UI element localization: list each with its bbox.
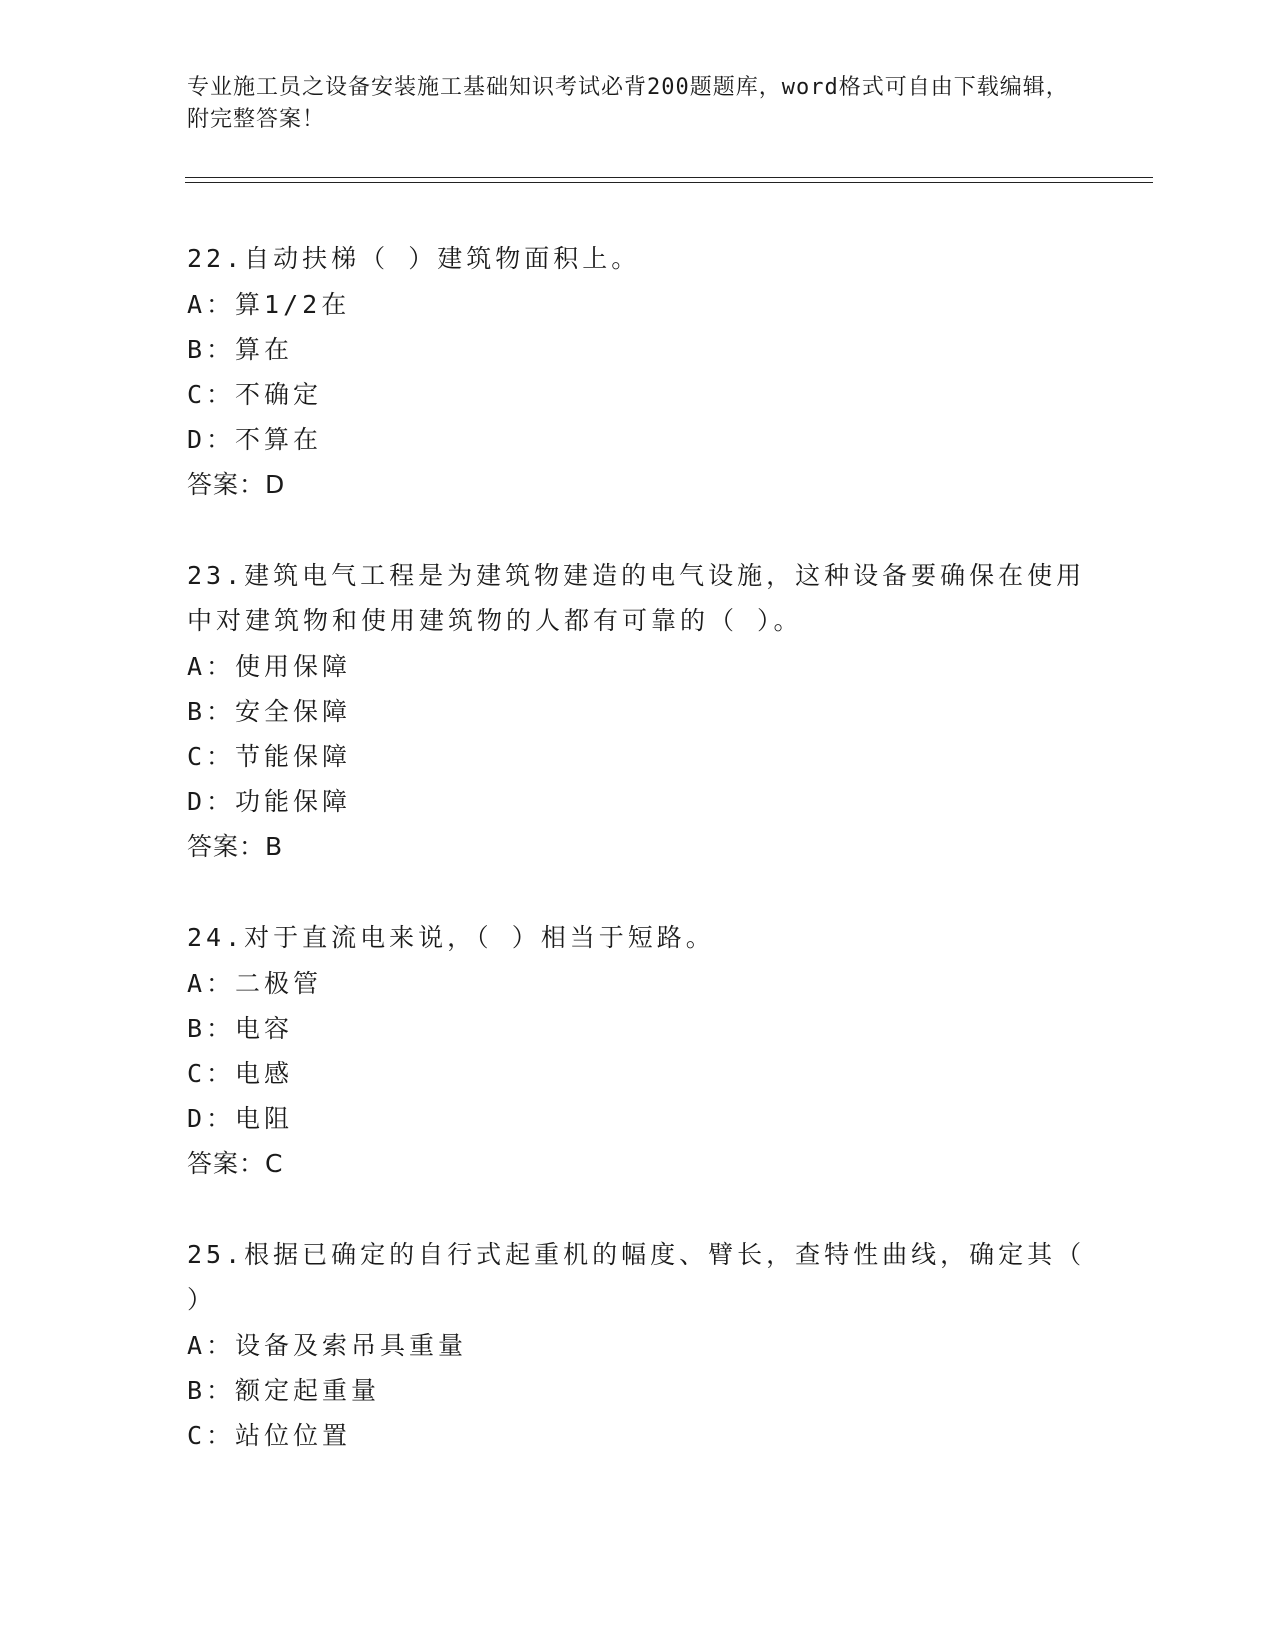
option-c: C：节能保障 [187,742,352,771]
question-text: 22.自动扶梯（ ）建筑物面积上。 [187,244,641,273]
answer: 答案：D [187,470,286,499]
question-list [187,236,1087,1504]
option-a: A：二极管 [187,969,323,998]
option-a: A：使用保障 [187,652,352,681]
question-23 [187,553,1087,869]
answer: 答案：C [187,1149,284,1178]
option-a: A：设备及索吊具重量 [187,1331,468,1360]
question-24 [187,915,1087,1186]
header-divider-top [185,177,1153,178]
question-text: 24.对于直流电来说，（ ）相当于短路。 [187,923,715,952]
question-25 [187,1232,1087,1458]
question-22 [187,236,1087,507]
option-b: B：安全保障 [187,697,352,726]
option-b: B：算在 [187,335,294,364]
answer: 答案：B [187,832,284,861]
option-d: D：不算在 [187,425,323,454]
option-b: B：额定起重量 [187,1376,381,1405]
option-d: D：功能保障 [187,787,352,816]
question-text: 23.建筑电气工程是为建筑物建造的电气设施，这种设备要确保在使用中对建筑物和使用建筑物的人都有可靠的（ ）。 [187,561,1086,635]
option-a: A：算1/2在 [187,290,351,319]
document-header: 专业施工员之设备安装施工基础知识考试必背200题题库，word格式可自由下载编辑，附完整答案！ [187,75,1069,132]
option-c: C：站位位置 [187,1421,352,1450]
option-d: D：电阻 [187,1104,294,1133]
option-c: C：不确定 [187,380,323,409]
question-text: 25.根据已确定的自行式起重机的幅度、臂长，查特性曲线，确定其（ ） [187,1240,1086,1314]
option-b: B：电容 [187,1014,294,1043]
option-c: C：电感 [187,1059,294,1088]
header-divider-bottom [185,182,1153,183]
